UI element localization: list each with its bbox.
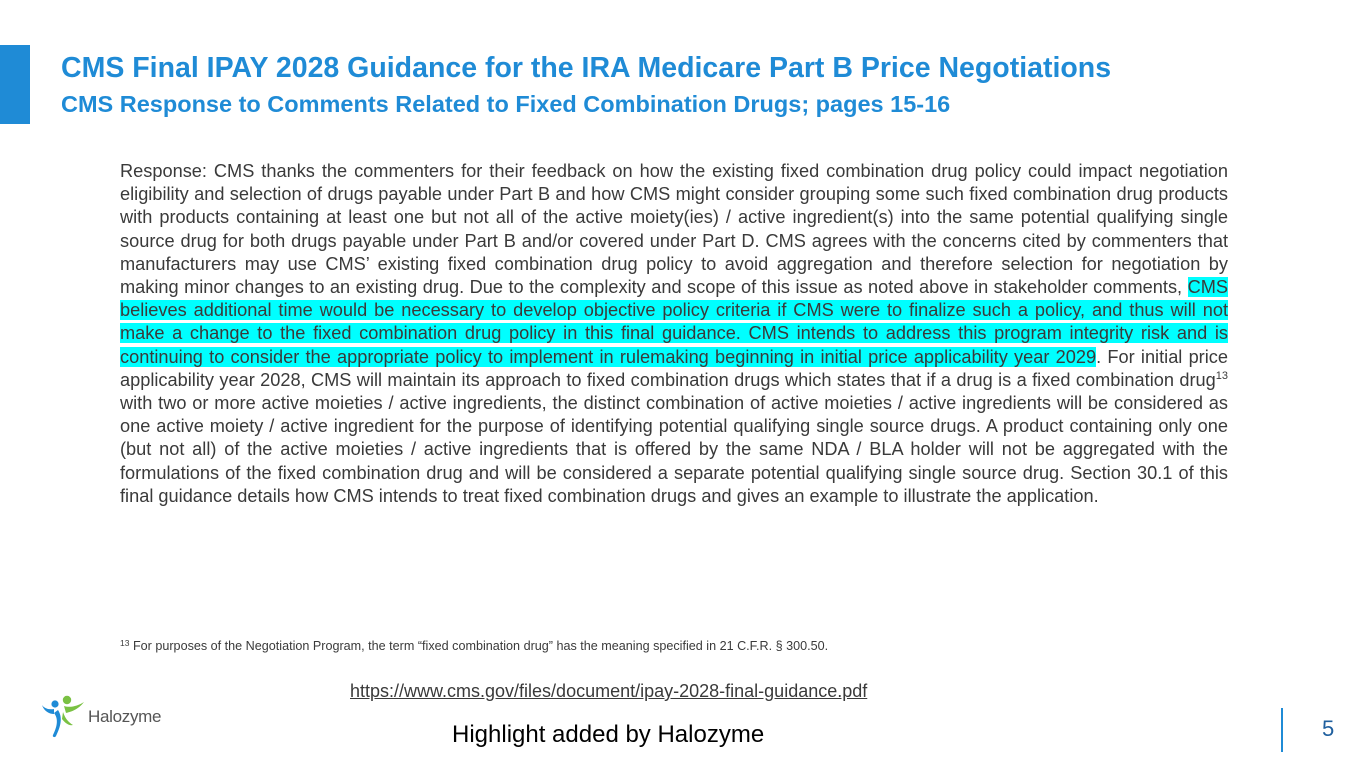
response-text-continued: . For initial price applicability year 2028, CMS will maintain its approach to fixed combination drugs which states that if a drug is a fixed combination drug bbox=[120, 346, 1228, 390]
footnote bbox=[120, 638, 1228, 654]
footnote-number: 13 bbox=[120, 638, 130, 648]
footnote-reference: 13 bbox=[1215, 369, 1228, 382]
page-number-divider bbox=[1281, 708, 1283, 752]
source-link[interactable]: https://www.cms.gov/files/document/ipay-2028-final-guidance.pdf bbox=[350, 681, 868, 701]
response-text-end: with two or more active moieties / active ingredients, the distinct combination of active moieties / active ingredients will be considered as one active moiety / active ingredient for the purpose of identifying potential qualifying single source drugs. A product containing only one (but not all) of the active moieties / active ingredients that is offered by the same NDA / BLA holder will not be aggregated with the formulations of the fixed combination drug and will be considered a separate potential qualifying single source drug. Section 30.1 of this final guidance details how CMS intends to treat fixed combination drugs and gives an example to illustrate the application. bbox=[120, 393, 1228, 506]
highlight-note: Highlight added by Halozyme bbox=[452, 721, 765, 748]
slide-title: CMS Final IPAY 2028 Guidance for the IRA Medicare Part B Price Negotiations bbox=[61, 52, 1112, 84]
response-text-intro: Response: CMS thanks the commenters for their feedback on how the existing fixed combination drug policy could impact negotiation eligibility and selection of drugs payable under Part B and how CMS might consider grouping some such fixed combination drug products with products containing at least one but not all of the active moiety(ies) / active ingredient(s) into the same potential qualifying single source drug for both drugs payable under Part B and/or covered under Part D. CMS agrees with the concerns cited by commenters that manufacturers may use CMS’ existing fixed combination drug policy to avoid aggregation and therefore selection for negotiation by making minor changes to an existing drug. Due to the complexity and scope of this issue as noted above in stakeholder comments, bbox=[120, 161, 1228, 298]
page-number: 5 bbox=[1322, 716, 1335, 741]
halozyme-figure-icon bbox=[40, 692, 88, 742]
halozyme-logo bbox=[40, 692, 180, 742]
response-paragraph bbox=[120, 160, 1228, 508]
footnote-text: For purposes of the Negotiation Program, the term “fixed combination drug” has the meaning specified in 21 C.F.R. § 300.50. bbox=[129, 639, 829, 653]
accent-bar bbox=[0, 45, 30, 124]
slide-subtitle: CMS Response to Comments Related to Fixed Combination Drugs; pages 15-16 bbox=[61, 91, 951, 117]
logo-text: Halozyme bbox=[88, 707, 162, 726]
highlighted-text: CMS believes additional time would be necessary to develop objective policy criteria if CMS were to finalize such a policy, and thus will not make a change to the fixed combination drug policy in this final guidance. CMS intends to address this program integrity risk and is continuing to consider the appropriate policy to implement in rulemaking beginning in initial price applicability year 2029 bbox=[120, 277, 1228, 367]
